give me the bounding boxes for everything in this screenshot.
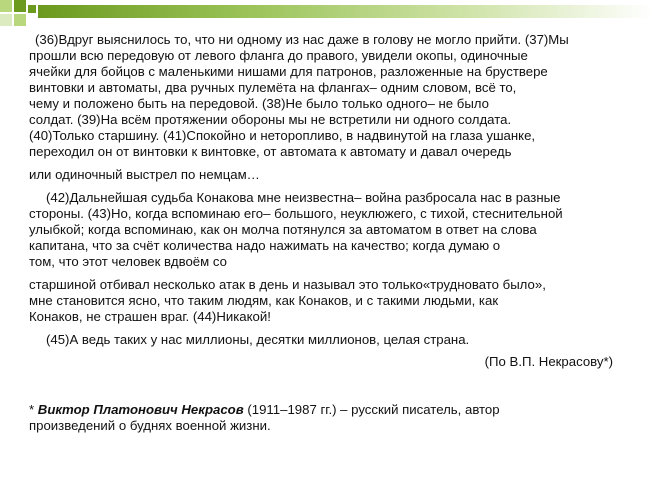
footnote-author: Виктор Платонович Некрасов: [37, 402, 244, 417]
deco-square-3: [0, 14, 12, 26]
passage-line: улыбкой; когда вспоминаю, как он молча потянулся за автоматом в ответ на слова: [29, 222, 537, 237]
attribution: (По В.П. Некрасову*): [484, 354, 613, 369]
passage-line: (36)Вдруг выяснилось то, что ни одному из нас даже в голову не могло прийти. (37)Мы: [35, 32, 569, 47]
passage-line: переходил он от винтовки к винтовке, от автомата к автомату и давал очередь: [29, 144, 512, 159]
deco-square-2: [14, 0, 26, 12]
deco-square-5: [28, 5, 36, 13]
passage-line: (45)А ведь таких у нас миллионы, десятки миллионов, целая страна.: [46, 332, 470, 347]
passage-line: (40)Только старшину. (41)Спокойно и неторопливо, в надвинутой на глаза ушанке,: [29, 128, 536, 143]
passage-line: или одиночный выстрел по немцам…: [29, 167, 260, 182]
passage-line: ячейки для бойцов с маленькими нишами для патронов, разложенные на бруствере: [29, 64, 548, 79]
slide-header-decoration: [0, 0, 653, 34]
deco-square-1: [0, 0, 12, 12]
passage-line: том, что этот человек вдвоём со: [29, 254, 227, 269]
passage-line: мне становится ясно, что таким людям, как Конаков, и с такими людьми, как: [29, 293, 499, 308]
passage-line: старшиной отбивал несколько атак в день и называл это только«трудновато было»,: [29, 277, 546, 292]
passage-line: капитана, что за счёт количества надо нажимать на качество; когда думаю о: [29, 238, 501, 253]
passage-line: прошли всю передовую от левого фланга до правого, увидели окопы, одиночные: [29, 48, 528, 63]
footnote-marker: *: [29, 402, 38, 417]
passage-line: (42)Дальнейшая судьба Конакова мне неизвестна– война разбросала нас в разные: [46, 190, 561, 205]
passage-line: чему и положено быть на передовой. (38)Не было только одного– не было: [29, 96, 489, 111]
footnote-line-1: [29, 402, 500, 418]
passage-line: солдат. (39)На всём протяжении обороны мы не встретили ни одного солдата.: [29, 112, 512, 127]
passage-line: винтовки и автоматы, два ручных пулемёта на флангах– одним словом, всё то,: [29, 80, 517, 95]
deco-gradient-bar: [38, 5, 653, 18]
passage-line: Конаков, не страшен враг. (44)Никакой!: [29, 309, 271, 324]
deco-square-4: [14, 14, 26, 26]
footnote-line1-rest: (1911–1987 гг.) – русский писатель, автор: [243, 402, 500, 417]
footnote-line-2: произведений о буднях военной жизни.: [29, 418, 271, 433]
passage-line: стороны. (43)Но, когда вспоминаю его– большого, неуклюжего, с тихой, стеснительной: [29, 206, 563, 221]
